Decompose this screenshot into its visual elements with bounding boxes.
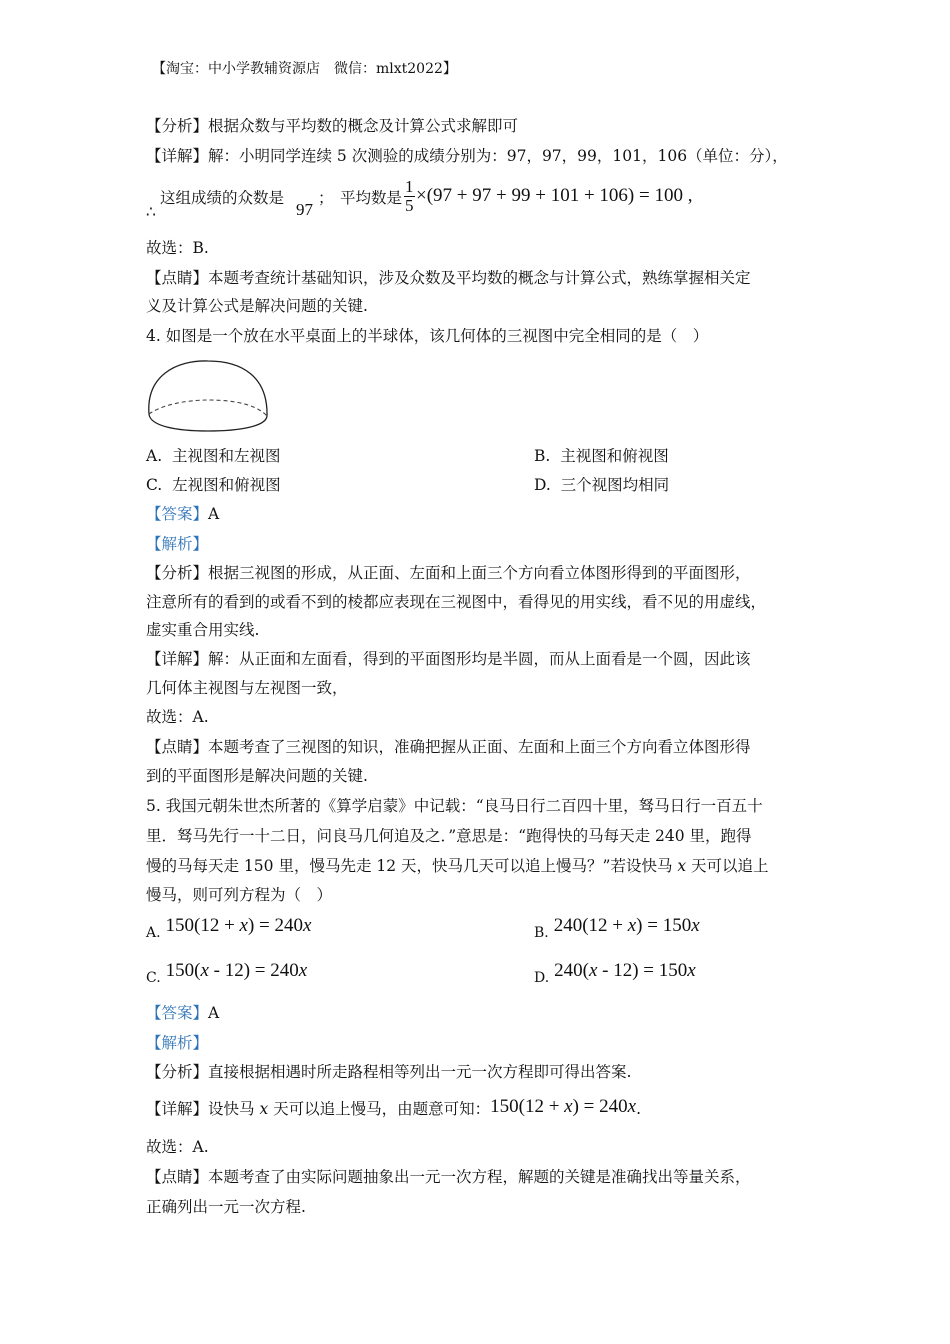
q5-stem-line4: 慢马，则可列方程为（ ） — [146, 886, 333, 904]
q4-analysis-line2: 注意所有的看到的或看不到的棱都应表现在三视图中，看得见的用实线，看不见的用虚线， — [146, 593, 767, 611]
fraction-numerator: 1 — [405, 177, 414, 196]
q4-explanation-tag: 【解析】 — [146, 535, 209, 553]
q4-detail-line2: 几何体主视图与左视图一致， — [146, 679, 348, 697]
q5-detail: 【详解】设快马 x 天可以追上慢马，由题意可知：150(12 + x) = 240x. — [146, 1096, 642, 1118]
stem-text: 天可以追上 — [686, 857, 769, 875]
q4-comment-line1: 【点睛】本题考查了三视图的知识，准确把握从正面、左面和上面三个方向看立体图形得 — [146, 738, 751, 756]
stem-text: 慢的马每天走 150 里，慢马先走 12 天，快马几天可以追上慢马？”若设快马 — [146, 857, 678, 875]
hemisphere-outline — [149, 361, 267, 416]
variable-x: x — [259, 1100, 269, 1118]
q4-option-a — [146, 446, 281, 466]
q3-analysis: 【分析】根据众数与平均数的概念及计算公式求解即可 — [146, 117, 519, 135]
separator: ； — [318, 189, 334, 207]
answer-tag: 【答案】 — [146, 505, 209, 523]
option-equation: 240(12 + x) = 150x — [553, 915, 700, 936]
q4-choice: 故选：A. — [146, 708, 209, 726]
q3-comment-line1: 【点睛】本题考查统计基础知识，涉及众数及平均数的概念与计算公式，熟练掌握相关定 — [146, 269, 751, 287]
q5-answer — [146, 1003, 219, 1023]
option-label: B. — [534, 925, 549, 941]
q5-option-b — [534, 916, 700, 943]
option-label: C. — [146, 970, 161, 986]
q5-choice: 故选：A. — [146, 1138, 209, 1156]
option-text: 主视图和左视图 — [171, 447, 281, 465]
q5-stem-line1: 5. 我国元朝朱世杰所著的《算学启蒙》中记载：“良马日行二百四十里，驽马日行一百五十 — [146, 797, 763, 815]
answer-value: A — [208, 505, 220, 523]
q3-comment-line2: 义及计算公式是解决问题的关键. — [146, 297, 368, 315]
fraction-one-fifth — [404, 178, 415, 215]
q4-comment-line2: 到的平面图形是解决问题的关键. — [146, 767, 368, 785]
q4-stem: 4. 如图是一个放在水平桌面上的半球体，该几何体的三视图中完全相同的是（ ） — [146, 327, 709, 345]
base-hidden-edge — [149, 400, 267, 416]
mean-expression: ×(97 + 97 + 99 + 101 + 106) = 100 , — [416, 185, 693, 206]
q5-option-d — [534, 961, 696, 988]
fraction-denominator: 5 — [405, 196, 414, 215]
option-text: 主视图和俯视图 — [560, 447, 669, 465]
answer-tag: 【答案】 — [146, 1004, 209, 1022]
q5-explanation-tag: 【解析】 — [146, 1034, 209, 1052]
q4-option-b — [534, 446, 669, 466]
mode-value: 97 — [296, 200, 313, 219]
q4-analysis-line3: 虚实重合用实线. — [146, 621, 260, 639]
q4-answer — [146, 504, 219, 524]
answer-value: A — [208, 1004, 220, 1022]
option-label: D. — [534, 476, 551, 494]
option-label: A. — [146, 447, 163, 465]
q4-detail-line1: 【详解】解：从正面和左面看，得到的平面图形均是半圆，而从上面看是一个圆，因此该 — [146, 650, 751, 668]
option-label: A. — [146, 925, 161, 941]
option-label: B. — [534, 447, 551, 465]
detail-equation: 150(12 + x) = 240x — [490, 1096, 637, 1117]
option-label: C. — [146, 476, 163, 494]
page-header: 【淘宝：中小学教辅资源店 微信：mlxt2022】 — [152, 61, 457, 77]
option-text: 左视图和俯视图 — [172, 476, 281, 494]
q5-analysis: 【分析】直接根据相遇时所走路程相等列出一元一次方程即可得出答案. — [146, 1063, 632, 1081]
base-front-edge — [149, 414, 267, 431]
q4-option-d — [534, 475, 669, 495]
q3-choice: 故选：B. — [146, 239, 209, 257]
q5-option-c — [146, 961, 307, 988]
q4-option-c — [146, 475, 281, 495]
option-equation: 240(x - 12) = 150x — [554, 960, 696, 981]
q5-option-a — [146, 916, 311, 943]
mean-text: 平均数是 — [340, 189, 403, 207]
q5-comment-line1: 【点睛】本题考查了由实际问题抽象出一元一次方程，解题的关键是准确找出等量关系， — [146, 1168, 751, 1186]
option-label: D. — [534, 970, 550, 986]
q5-stem-line2: 里．驽马先行一十二日，问良马几何追及之．”意思是：“跑得快的马每天走 240 里，跑得 — [146, 827, 752, 845]
variable-x: x — [677, 857, 687, 875]
option-equation: 150(12 + x) = 240x — [165, 915, 312, 936]
q4-analysis-line1: 【分析】根据三视图的形成，从正面、左面和上面三个方向看立体图形得到的平面图形， — [146, 564, 751, 582]
therefore-symbol: ∴ — [146, 203, 156, 221]
q5-stem-line3 — [146, 856, 769, 876]
hemisphere-figure — [146, 356, 270, 438]
option-equation: 150(x - 12) = 240x — [165, 960, 308, 981]
q3-detail: 【详解】解：小明同学连续 5 次测验的成绩分别为：97，97，99，101，106（单位：分）， — [146, 147, 788, 165]
q5-comment-line2: 正确列出一元一次方程. — [146, 1198, 306, 1216]
option-text: 三个视图均相同 — [560, 476, 670, 494]
mode-text: 这组成绩的众数是 — [160, 189, 285, 207]
